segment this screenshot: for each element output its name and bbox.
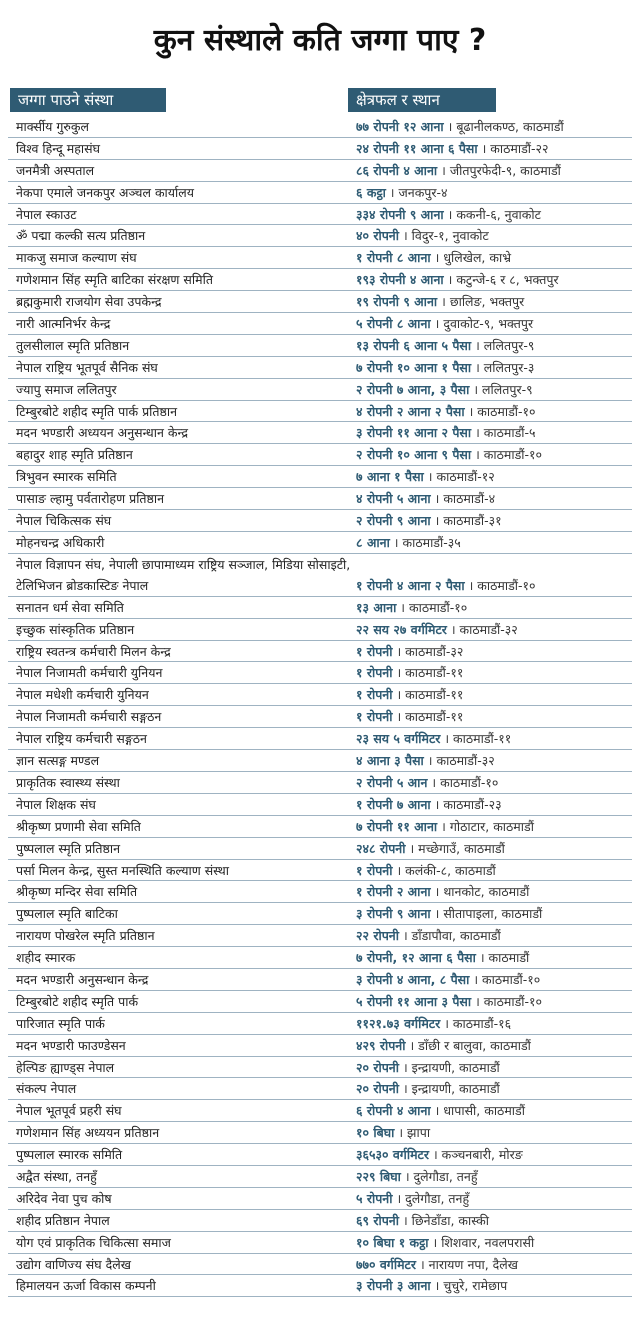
column-header-organization: जग्गा पाउने संस्था — [10, 88, 166, 112]
location: । काठमाडौं-३५ — [389, 534, 461, 550]
land-area: ५ रोपनी — [356, 1190, 393, 1206]
location: । काठमाडौं — [475, 950, 530, 966]
land-area: ४ रोपनी ५ आना — [356, 491, 431, 507]
location: । विदुर-१, नुवाकोट — [398, 228, 489, 244]
page-title: कुन संस्थाले कति जग्गा पाए ? — [153, 23, 487, 58]
land-area: १ रोपनी ८ आना — [356, 250, 431, 266]
land-area: १ रोपनी ४ आना २ पैसा — [356, 577, 465, 593]
table-row — [8, 969, 632, 991]
location: । बूढानीलकण्ठ, काठमाडौं — [443, 119, 564, 134]
land-area: १३ आना — [356, 599, 397, 615]
land-area: ७७ रोपनी १२ आना — [356, 119, 444, 134]
organization-name: मार्क्सीय गुरुकुल — [16, 119, 89, 134]
area-location — [356, 401, 632, 422]
land-area: ८६ रोपनी ४ आना — [356, 162, 438, 178]
table-row — [8, 816, 632, 838]
area-location — [356, 750, 632, 771]
location: । ललितपुर-९ — [471, 337, 535, 353]
table-row — [8, 1122, 632, 1144]
organization-name: उद्योग वाणिज्य संघ दैलेख — [16, 1256, 131, 1272]
area-location — [356, 204, 632, 225]
land-area: १९ रोपनी ९ आना — [356, 294, 438, 310]
land-area: २२ सय २७ वर्गमिटर — [356, 621, 447, 637]
area-location — [356, 597, 632, 618]
area-location — [356, 1078, 632, 1099]
area-location — [356, 532, 632, 553]
table-row — [8, 335, 632, 357]
land-area: १ रोपनी ७ आना — [356, 796, 431, 812]
table-row — [8, 1188, 632, 1210]
table-row — [8, 772, 632, 794]
table-row — [8, 1057, 632, 1079]
area-location — [356, 335, 632, 356]
table-row — [8, 1144, 632, 1166]
table-row — [8, 641, 632, 663]
organization-name: मोहनचन्द्र अधिकारी — [16, 534, 105, 550]
organization-name: पारिजात स्मृति पार्क — [16, 1015, 105, 1031]
organization-name: ब्रह्मकुमारी राजयोग सेवा उपकेन्द्र — [16, 294, 162, 310]
land-area: ६ रोपनी ४ आना — [356, 1103, 431, 1119]
column-header-area-location: क्षेत्रफल र स्थान — [348, 88, 496, 112]
organization-name: नेपाल निजामती कर्मचारी युनियन — [16, 665, 163, 681]
location: । छालिङ, भक्तपुर — [437, 294, 525, 310]
area-location — [356, 357, 632, 378]
location: । छिनेडाँडा, कास्की — [398, 1212, 489, 1228]
organization-name: प्राकृतिक स्वास्थ्य संस्था — [16, 774, 120, 790]
location: । कटुन्जे-६ र ८, भक्तपुर — [443, 272, 559, 288]
area-location — [356, 488, 632, 509]
location: । धापासी, काठमाडौं — [430, 1103, 525, 1119]
land-area: २३ सय ५ वर्गमिटर — [356, 731, 441, 747]
table-row — [8, 116, 632, 138]
land-area: २२९ बिघा — [356, 1168, 401, 1184]
location: । काठमाडौं-२३ — [430, 796, 502, 812]
table-header — [8, 88, 632, 112]
table-row — [8, 838, 632, 860]
land-area: ३६५३० वर्गमिटर — [356, 1147, 429, 1163]
land-area: ६ कट्ठा — [356, 184, 386, 200]
organization-name: नेपाल राष्ट्रिय भूतपूर्व सैनिक संघ — [16, 359, 158, 375]
organization-name: माकजु समाज कल्याण संघ — [16, 250, 137, 266]
organization-name: नारायण पोखरेल स्मृति प्रतिष्ठान — [16, 928, 155, 944]
table-row — [8, 532, 632, 554]
table-row — [8, 422, 632, 444]
location: । दुवाकोट-९, भक्तपुर — [430, 316, 534, 332]
location: । काठमाडौं-१० — [427, 774, 499, 790]
area-location — [356, 1188, 632, 1209]
table-row — [8, 860, 632, 882]
location: । काठमाडौं-३२ — [392, 643, 464, 659]
area-location — [356, 379, 632, 400]
table-row — [8, 903, 632, 925]
area-location — [356, 662, 632, 683]
land-area: २ रोपनी ९ आना — [356, 513, 431, 529]
organization-name: नेकपा एमाले जनकपुर अञ्चल कार्यालय — [16, 184, 194, 200]
organization-name: नेपाल मधेशी कर्मचारी युनियन — [16, 687, 149, 703]
organization-name: टिम्बुरबोटे शहीद स्मृति पार्क प्रतिष्ठान — [16, 403, 178, 419]
location: । इन्द्रायणी, काठमाडौं — [398, 1059, 500, 1075]
area-location — [356, 641, 632, 662]
land-area: ६९ रोपनी — [356, 1212, 399, 1228]
location: । काठमाडौं-१० — [464, 577, 536, 593]
area-location — [356, 138, 632, 159]
land-area: ७ रोपनी १० आना १ पैसा — [356, 359, 472, 375]
organization-name: अद्वैत संस्था, तनहुँ — [16, 1168, 97, 1184]
location: । दुलेगौडा, तनहुँ — [400, 1168, 478, 1184]
table-row — [8, 379, 632, 401]
organization-name: शहीद स्मारक — [16, 950, 76, 966]
organization-name: हेल्पिङ ह्याण्ड्स नेपाल — [16, 1059, 115, 1075]
location: । ककनी-६, नुवाकोट — [443, 206, 541, 222]
table-row — [8, 269, 632, 291]
table-row — [8, 444, 632, 466]
table-row — [8, 291, 632, 313]
location: । कलंकी-८, काठमाडौं — [392, 862, 496, 878]
location: । धुलिखेल, काभ्रे — [430, 250, 511, 266]
land-area: २२ रोपनी — [356, 928, 399, 944]
organization-name: गणेशमान सिंह स्मृति बाटिका संरक्षण समिति — [16, 272, 213, 288]
land-area: ७ आना १ पैसा — [356, 469, 424, 485]
organization-name: गणेशमान सिंह अध्ययन प्रतिष्ठान — [16, 1125, 160, 1141]
land-area: ३३४ रोपनी ९ आना — [356, 206, 444, 222]
land-area: ११२१.७३ वर्गमिटर — [356, 1015, 441, 1031]
land-area: १० बिघा — [356, 1125, 395, 1141]
table-row — [8, 488, 632, 510]
location: । काठमाडौं-४ — [430, 491, 496, 507]
land-area: ३ रोपनी ३ आना — [356, 1278, 431, 1294]
area-location — [356, 1275, 632, 1296]
table-row — [8, 925, 632, 947]
land-area: १० बिघा १ कट्ठा — [356, 1234, 429, 1250]
area-location — [356, 422, 632, 443]
organization-name: नारी आत्मनिर्भर केन्द्र — [16, 316, 111, 332]
table-row — [8, 225, 632, 247]
land-area: २ रोपनी ५ आन — [356, 774, 428, 790]
area-location — [356, 860, 632, 881]
land-area: ७ रोपनी ११ आना — [356, 818, 438, 834]
location: । दुलेगौडा, तनहुँ — [392, 1190, 470, 1206]
area-location — [356, 182, 632, 203]
location: । काठमाडौं-११ — [392, 687, 464, 703]
land-area: १ रोपनी — [356, 862, 393, 878]
location: । काठमाडौं-१० — [464, 403, 536, 419]
land-area: ३ रोपनी ९ आना — [356, 906, 431, 922]
organization-name: पर्सा मिलन केन्द्र, सुस्त मनस्थिति कल्याण संस्था — [16, 862, 230, 878]
area-location — [356, 1144, 632, 1165]
organization-name: जनमैत्री अस्पताल — [16, 162, 95, 178]
table-row — [8, 554, 632, 597]
location: । काठमाडौं-२२ — [477, 140, 549, 156]
area-location — [356, 1013, 632, 1034]
location: । काठमाडौं-३१ — [430, 513, 502, 529]
land-area: ५ रोपनी ११ आना ३ पैसा — [356, 993, 472, 1009]
organization-name: सनातन धर्म सेवा समिति — [16, 599, 124, 615]
table-row — [8, 204, 632, 226]
table-row — [8, 750, 632, 772]
organization-name: इच्छुक सांस्कृतिक प्रतिष्ठान — [16, 621, 135, 637]
area-location — [356, 116, 632, 137]
area-location — [356, 991, 632, 1012]
land-allocation-table — [8, 116, 632, 1297]
area-location — [356, 794, 632, 815]
land-area: २० रोपनी — [356, 1081, 399, 1097]
location: । काठमाडौं-११ — [392, 709, 464, 725]
location: । काठमाडौं-३२ — [446, 621, 518, 637]
area-location — [356, 1166, 632, 1187]
table-row — [8, 881, 632, 903]
area-location — [356, 1057, 632, 1078]
table-row — [8, 1210, 632, 1232]
land-area: १ रोपनी — [356, 643, 393, 659]
area-location — [356, 619, 632, 640]
table-row — [8, 401, 632, 423]
land-area: ३ रोपनी ११ आना २ पैसा — [356, 425, 472, 441]
table-row — [8, 684, 632, 706]
area-location — [356, 838, 632, 859]
land-area: १ रोपनी २ आना — [356, 884, 431, 900]
location: । मच्छेगाउँ, काठमाडौं — [405, 840, 505, 856]
table-row — [8, 357, 632, 379]
land-area: २० रोपनी — [356, 1059, 399, 1075]
location: । काठमाडौं-११ — [392, 665, 464, 681]
table-row — [8, 991, 632, 1013]
land-area: २४८ रोपनी — [356, 840, 406, 856]
table-row — [8, 466, 632, 488]
area-location — [356, 1100, 632, 1121]
organization-name: नेपाल निजामती कर्मचारी सङ्गठन — [16, 709, 162, 725]
land-area: १ रोपनी — [356, 709, 393, 725]
table-row — [8, 1254, 632, 1276]
location: । शिशवार, नवलपरासी — [428, 1234, 535, 1250]
organization-name: योग एवं प्राकृतिक चिकित्सा समाज — [16, 1234, 171, 1250]
organization-name: हिमालयन ऊर्जा विकास कम्पनी — [16, 1278, 156, 1294]
land-area: ४ आना ३ पैसा — [356, 753, 424, 769]
location: । गोठाटार, काठमाडौं — [437, 818, 534, 834]
table-row — [8, 138, 632, 160]
organization-name: पुष्पलाल स्मृति प्रतिष्ठान — [16, 840, 121, 856]
table-row — [8, 706, 632, 728]
organization-name: बहादुर शाह स्मृति प्रतिष्ठान — [16, 447, 133, 463]
area-location — [356, 969, 632, 990]
area-location — [356, 510, 632, 531]
land-area: १ रोपनी — [356, 665, 393, 681]
organization-name: पासाङ ल्हामु पर्वतारोहण प्रतिष्ठान — [16, 491, 165, 507]
organization-name: ज्ञान सत्सङ्ग मण्डल — [16, 753, 100, 769]
organization-name: त्रिभुवन स्मारक समिति — [16, 469, 117, 485]
location: । डाँछी र बालुवा, काठमाडौं — [405, 1037, 531, 1053]
organization-name: मदन भण्डारी फाउण्डेसन — [16, 1037, 126, 1053]
organization-name: नेपाल स्काउट — [16, 206, 77, 222]
area-location — [356, 575, 632, 596]
area-location — [356, 1122, 632, 1143]
location: । झापा — [394, 1125, 431, 1141]
location: । काठमाडौं-१० — [471, 447, 543, 463]
location: । डाँडापौवा, काठमाडौं — [398, 928, 501, 944]
land-area: १३ रोपनी ६ आना ५ पैसा — [356, 337, 472, 353]
table-row — [8, 1232, 632, 1254]
table-row — [8, 728, 632, 750]
location: । जनकपुर-४ — [385, 184, 448, 200]
area-location — [356, 444, 632, 465]
area-location — [356, 247, 632, 268]
land-area: ४० रोपनी — [356, 228, 399, 244]
location: । काठमाडौं-३२ — [423, 753, 495, 769]
land-area: २ रोपनी ७ आना, ३ पैसा — [356, 381, 470, 397]
table-row — [8, 662, 632, 684]
table-row — [8, 1166, 632, 1188]
area-location — [356, 1035, 632, 1056]
area-location — [356, 816, 632, 837]
organization-name: विश्व हिन्दू महासंघ — [16, 140, 100, 156]
land-area: ७७० वर्गमिटर — [356, 1256, 416, 1272]
organization-name: राष्ट्रिय स्वतन्त्र कर्मचारी मिलन केन्द्र — [16, 643, 171, 659]
land-area: ४२९ रोपनी — [356, 1037, 406, 1053]
area-location — [356, 728, 632, 749]
table-row — [8, 1078, 632, 1100]
location: । सीतापाइला, काठमाडौं — [430, 906, 543, 922]
organization-name: शहीद प्रतिष्ठान नेपाल — [16, 1212, 110, 1228]
area-location — [356, 225, 632, 246]
area-location — [356, 772, 632, 793]
organization-name: नेपाल विज्ञापन संघ, नेपाली छापामाध्यम राष्ट्रिय सञ्जाल, मिडिया सोसाइटी, टेलिभिजन ब्रोडकास्टिङ नेपाल — [16, 556, 351, 593]
organization-name: मदन भण्डारी अध्ययन अनुसन्धान केन्द्र — [16, 425, 188, 441]
organization-name: नेपाल चिकित्सक संघ — [16, 513, 112, 529]
area-location — [356, 1210, 632, 1231]
organization-name: संकल्प नेपाल — [16, 1081, 77, 1097]
land-area: १९३ रोपनी ४ आना — [356, 272, 444, 288]
location: । काठमाडौं-५ — [471, 425, 536, 441]
area-location — [356, 291, 632, 312]
table-row — [8, 619, 632, 641]
table-row — [8, 1035, 632, 1057]
location: । काठमाडौं-१० — [471, 993, 543, 1009]
location: । इन्द्रायणी, काठमाडौं — [398, 1081, 500, 1097]
organization-name: नेपाल शिक्षक संघ — [16, 796, 96, 812]
area-location — [356, 466, 632, 487]
table-row — [8, 510, 632, 532]
land-area: २४ रोपनी ११ आना ६ पैसा — [356, 140, 478, 156]
land-area: २ रोपनी १० आना ९ पैसा — [356, 447, 472, 463]
organization-name: नेपाल भूतपूर्व प्रहरी संघ — [16, 1103, 122, 1119]
location: । काठमाडौं-१० — [396, 599, 468, 615]
table-row — [8, 160, 632, 182]
table-row — [8, 1013, 632, 1035]
location: । थानकोट, काठमाडौं — [430, 884, 530, 900]
organization-name: श्रीकृष्ण प्रणामी सेवा समिति — [16, 818, 141, 834]
area-location — [356, 684, 632, 705]
area-location — [356, 925, 632, 946]
location: । काठमाडौं-१२ — [423, 469, 495, 485]
table-row — [8, 1100, 632, 1122]
organization-name: श्रीकृष्ण मन्दिर सेवा समिति — [16, 884, 138, 900]
organization-name: ज्यापु समाज ललितपुर — [16, 381, 117, 397]
organization-name: पुष्पलाल स्मृति बाटिका — [16, 906, 118, 922]
location: । ललितपुर-३ — [471, 359, 535, 375]
area-location — [356, 903, 632, 924]
organization-name: नेपाल राष्ट्रिय कर्मचारी सङ्गठन — [16, 731, 147, 747]
area-location — [356, 313, 632, 334]
location: । कञ्चनबारी, मोरङ — [428, 1147, 523, 1163]
table-row — [8, 947, 632, 969]
area-location — [356, 706, 632, 727]
organization-name: टिम्बुरबोटे शहीद स्मृति पार्क — [16, 993, 139, 1009]
location: । काठमाडौं-११ — [440, 731, 512, 747]
land-area: ३ रोपनी ४ आना, ८ पैसा — [356, 971, 470, 987]
area-location — [356, 269, 632, 290]
area-location — [356, 1232, 632, 1253]
organization-name: मदन भण्डारी अनुसन्धान केन्द्र — [16, 971, 149, 987]
table-row — [8, 597, 632, 619]
organization-name: पुष्पलाल स्मारक समिति — [16, 1147, 123, 1163]
organization-name: ॐ पद्मा कल्की सत्य प्रतिष्ठान — [16, 228, 146, 244]
location: । नारायण नपा, दैलेख — [415, 1256, 518, 1272]
organization-name: तुलसीलाल स्मृति प्रतिष्ठान — [16, 337, 130, 353]
table-row — [8, 247, 632, 269]
table-row — [8, 182, 632, 204]
land-area: १ रोपनी — [356, 687, 393, 703]
location: । जीतपुरफेदी-९, काठमाडौं — [437, 162, 561, 178]
table-row — [8, 794, 632, 816]
land-area: ५ रोपनी ८ आना — [356, 316, 431, 332]
table-row — [8, 313, 632, 335]
land-area: ८ आना — [356, 534, 390, 550]
area-location — [356, 947, 632, 968]
area-location — [356, 881, 632, 902]
location: । काठमाडौं-१६ — [440, 1015, 512, 1031]
table-row — [8, 1275, 632, 1297]
location: । काठमाडौं-१० — [469, 971, 541, 987]
land-area: ७ रोपनी, १२ आना ६ पैसा — [356, 950, 476, 966]
area-location — [356, 160, 632, 181]
area-location — [356, 1254, 632, 1275]
location: । ललितपुर-९ — [469, 381, 533, 397]
land-area: ४ रोपनी २ आना २ पैसा — [356, 403, 465, 419]
location: । चुचुरे, रामेछाप — [430, 1278, 508, 1294]
organization-name: अरिदेव नेवा पुच कोष — [16, 1190, 112, 1206]
